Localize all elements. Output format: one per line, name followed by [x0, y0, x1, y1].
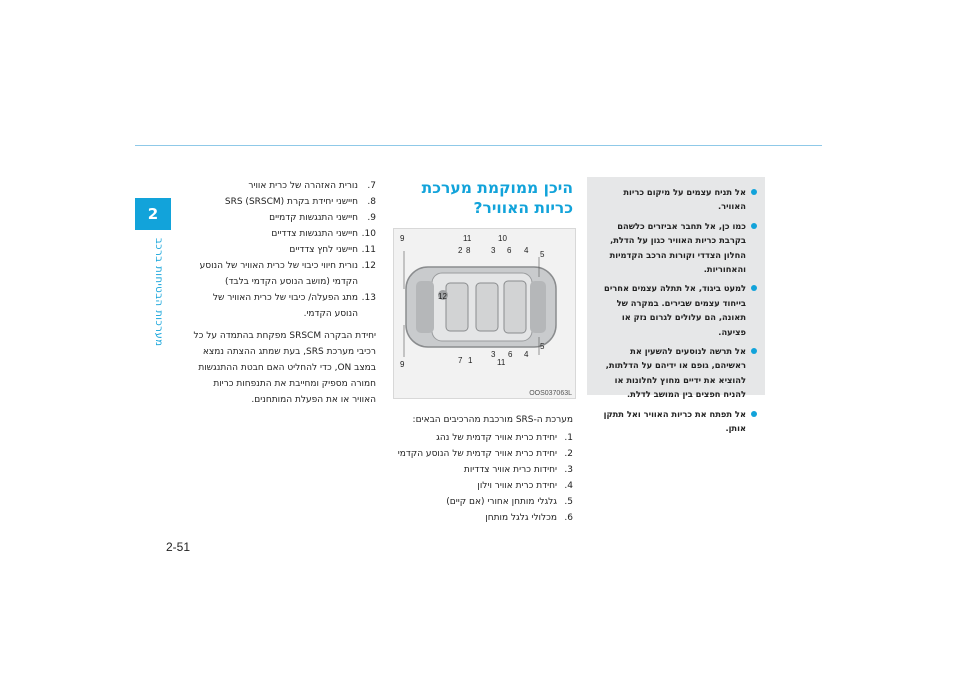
- warning-item: [593, 281, 757, 339]
- list-item: [190, 242, 376, 258]
- bullet-icon: [751, 223, 757, 229]
- components-intro: מערכת ה-SRS מורכבת מהרכיבים הבאים:: [412, 415, 573, 425]
- warning-item: [593, 219, 757, 277]
- item-text: מכלולי גלגל מותחן: [485, 513, 557, 523]
- list-item: [395, 462, 573, 478]
- item-number: 7.: [367, 181, 376, 191]
- item-number: 10.: [361, 229, 376, 239]
- item-number: 1.: [564, 433, 573, 443]
- list-item: [395, 494, 573, 510]
- diagram-label: 12: [438, 292, 447, 301]
- item-text: נורית חיווי כיבוי של כרית האוויר של הנוסע הקדמי (מושב הנוסע הקדמי בלבד): [199, 261, 358, 287]
- warning-text: אל תניח עצמים על מיקום כריות האוויר.: [623, 187, 746, 212]
- diagram-label: 2: [458, 246, 463, 255]
- section-number-tab: 2: [135, 198, 171, 230]
- item-number: 2.: [564, 449, 573, 459]
- diagram-label: 4: [524, 246, 529, 255]
- warning-item: [593, 344, 757, 402]
- item-number: 13.: [361, 293, 376, 303]
- components-list-part1: [395, 412, 573, 526]
- diagram-label: 11: [497, 358, 506, 367]
- warning-text: כמו כן, אל תחבר אביזרים כלשהם בקרבת כריות האוויר כגון על הדלת, החלון הצדדי וקורות הרכב הקדמיות והאחוריות.: [609, 220, 746, 275]
- item-number: 4.: [564, 481, 573, 491]
- item-text: חיישני יחידת בקרת SRS (SRSCM): [224, 197, 358, 207]
- diagram-label: 8: [466, 246, 471, 255]
- bullet-icon: [751, 348, 757, 354]
- list-item: [190, 290, 376, 322]
- warning-text: אל תפתח את כריות האוויר ואל תתקן אותן.: [603, 408, 746, 434]
- diagram-label: 6: [507, 246, 512, 255]
- top-rule: [135, 145, 822, 146]
- item-text: יחידת כרית אוויר קדמית של הנוסע הקדמי: [397, 449, 557, 459]
- components-list-part2: [190, 178, 376, 408]
- list-item: [190, 226, 376, 242]
- warning-item: [593, 407, 757, 436]
- warning-item: [593, 185, 757, 214]
- diagram-label: 1: [468, 356, 473, 365]
- item-text: יחידות כרית אוויר צדדיות: [463, 465, 557, 475]
- warning-box: [587, 177, 765, 434]
- item-number: 9.: [367, 213, 376, 223]
- list-item: [190, 258, 376, 290]
- item-text: נורית האזהרה של כרית אוויר: [248, 181, 358, 191]
- warning-text: אל תרשה לנוסעים להשעין את ראשיהם, גופם או ידיהם על הדלתות, להוציא את ידיים מחוץ לחלונות או להניח חפצים בין המושב לדלת.: [605, 346, 746, 400]
- warning-text: למעט ביגוד, אל תתלה עצמים אחרים בייחוד עצמים שבירים. במקרה של תאונה, הם עלולים לגרום נזק או פציעה.: [604, 283, 746, 337]
- item-text: יחידת כרית אוויר קדמית של נהג: [436, 433, 557, 443]
- item-number: 3.: [564, 465, 573, 475]
- item-number: 5.: [564, 497, 573, 507]
- item-text: חיישני התנגשות צדדיים: [271, 229, 358, 239]
- item-text: גלגלי מותחן אחורי (אם קיים): [446, 497, 557, 507]
- item-number: 12.: [361, 261, 376, 271]
- list-item: [190, 194, 376, 210]
- item-number: 8.: [367, 197, 376, 207]
- list-item: [395, 510, 573, 526]
- item-text: מתג הפעלה/ כיבוי של כרית האוויר של הנוסע הקדמי.: [212, 293, 358, 319]
- section-label: מערכות הבטיחות ברכב: [153, 238, 164, 347]
- bullet-icon: [751, 285, 757, 291]
- list-item: [395, 430, 573, 446]
- airbag-location-diagram: [393, 228, 576, 399]
- diagram-label: 10: [498, 234, 507, 243]
- bullet-icon: [751, 189, 757, 195]
- list-item: [190, 178, 376, 194]
- page-number: 2-51: [166, 540, 191, 554]
- item-text: חיישני התנגשות קדמיים: [269, 213, 358, 223]
- diagram-label: 7: [458, 356, 463, 365]
- diagram-label: 5: [540, 342, 545, 351]
- diagram-code: OOS037063L: [529, 390, 572, 397]
- section-title: היכן ממוקמת מערכת כריות האוויר?: [421, 179, 573, 217]
- car-topview-illustration: [394, 229, 575, 398]
- item-number: 6.: [564, 513, 573, 523]
- diagram-label: 3: [491, 246, 496, 255]
- bullet-icon: [751, 411, 757, 417]
- diagram-label: 9: [400, 234, 405, 243]
- closing-paragraph: יחידת הבקרה SRSCM מפקחת בהתמדה על כל רכיבי מערכת SRS, בעת שמתג ההצתה נמצא במצב ON, כדי להחליט האם חבטת ההתנגשות חמורה מספיק ומחייבת את התנפחות כריות האוויר או את הפעלת המותחנים.: [193, 331, 376, 405]
- warning-list: [587, 177, 765, 436]
- diagram-label: 3: [491, 350, 496, 359]
- diagram-label: 9: [400, 360, 405, 369]
- list-item: [190, 210, 376, 226]
- list-item: [395, 446, 573, 462]
- item-text: יחידת כרית אוויר וילון: [477, 481, 557, 491]
- diagram-label: 6: [508, 350, 513, 359]
- diagram-label: 4: [524, 350, 529, 359]
- diagram-label: 5: [540, 250, 545, 259]
- diagram-label: 11: [463, 234, 472, 243]
- list-item: [395, 478, 573, 494]
- item-text: חיישני לחץ צדדיים: [289, 245, 358, 255]
- item-number: 11.: [361, 245, 376, 255]
